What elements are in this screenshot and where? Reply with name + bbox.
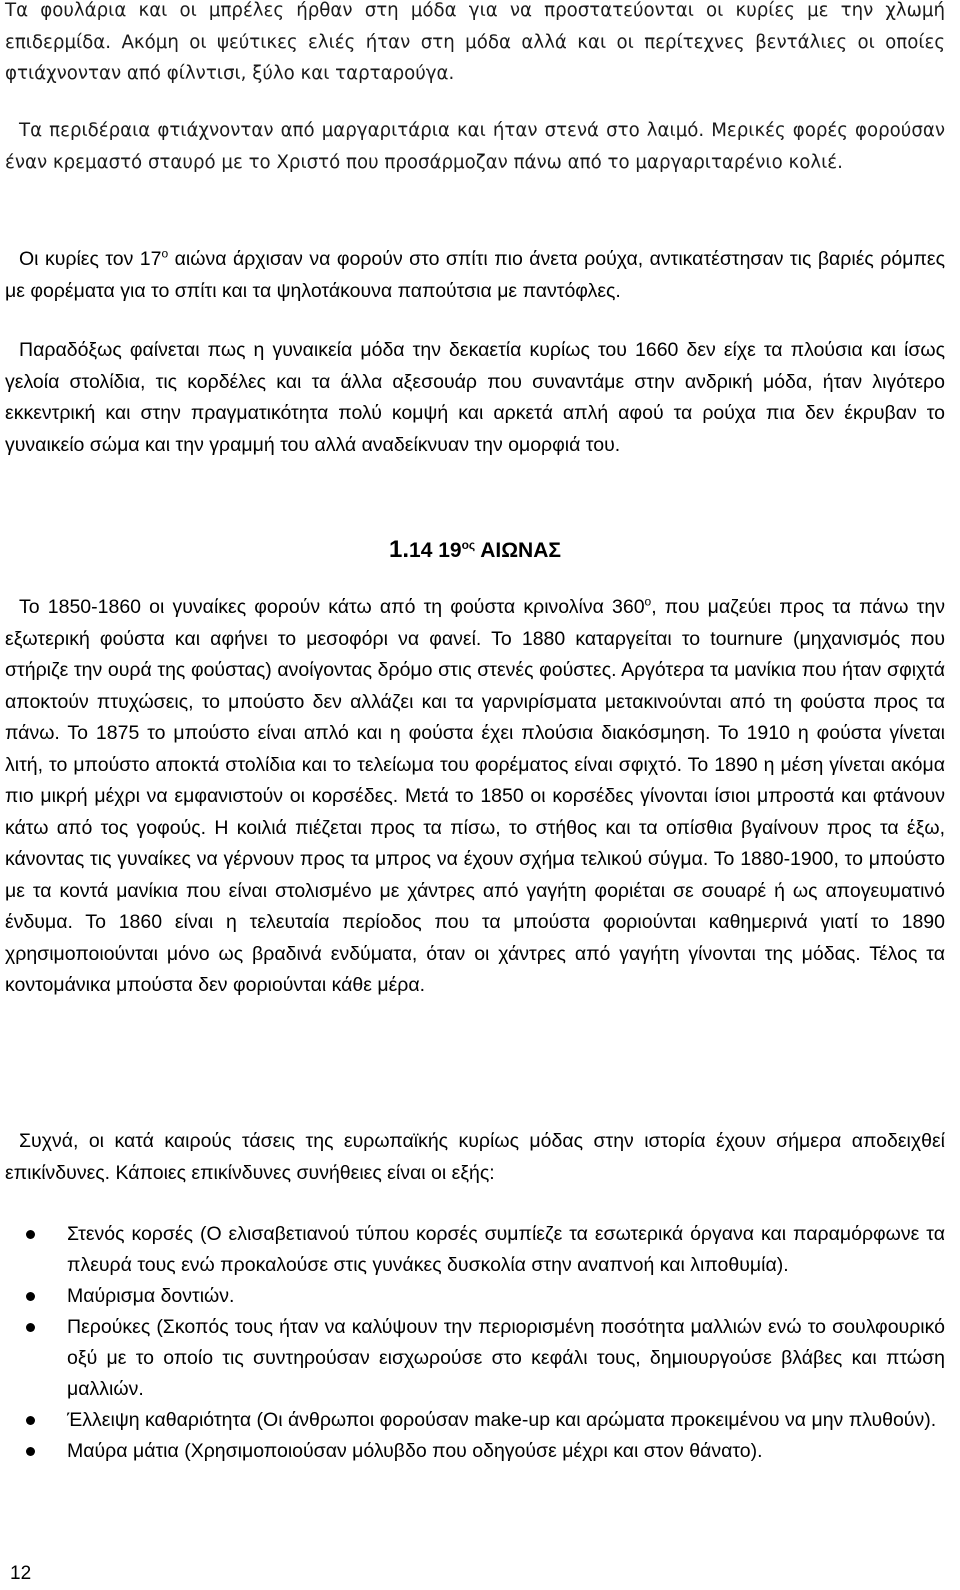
text-segment: Το 1850-1860 οι γυναίκες φορούν κάτω από τη φούστα κρινολίνα 360 [19, 596, 645, 618]
bullet-icon [26, 1447, 35, 1456]
page-number: 12 [10, 1563, 32, 1584]
heading-number: 1. [389, 536, 410, 563]
list-item-text: Στενός κορσές (Ο ελισαβετιανού τύπου κορσές συμπίεζε τα εσωτερικά όργανα και παραμόρφωνε τα πλευρά τους ενώ προκαλούσε στις γυνάκες δυσκολία στην αναπνοή και λιποθυμία). [67, 1223, 945, 1276]
text-segment: , που μαζεύει προς τα πάνω την εξωτερική φούστα και αφήνει το μεσοφόρι να φανεί. Το 1880 καταργείται το tournure (μηχανισμός που στήριζε την ουρά της φούστας) ανοίγοντας δρόμο στις στενές φούστες. Αργότερα τα μανίκια που ήταν σφιχτά αποκτούν πτυχώσεις, το μπούστο δεν αλλάζει και τα γαρνιρίσματα μετακινούνται από τη φούστα προς τα πάνω. Το 1875 το μπούστο είναι απλό και η φούστα έχει πλούσια διακόσμηση. Το 1910 η φούστα γίνεται λιτή, το μπούστο αποκτά στολίδια και το τελείωμα του φορέματος είναι σφιχτό. Το 1890 η μέση γίνεται ακόμα πιο μικρή μέχρι να εμφανιστούν οι κορσέδες. Μετά το 1850 οι κορσέδες γίνονται ίσιοι μπροστά και φτάνουν κάτω από τος γοφούς. Η κοιλιά πιέζεται προς τα πίσω, το στήθος και τα οπίσθια βγαίνουν προς τα έξω, κάνοντας τις γυναίκες να γέρνουν προς τα μπρος να έχουν σχήμα τελικού σύγμα. Το 1880-1900, το μπούστο με τα κοντά μανίκια που είναι στολισμένο με χάντρες από γαγήτη φοριέται σε σουαρέ ή ως απογευματινό ένδυμα. Το 1860 είναι η τελευταία περίοδος που τα μπούστα φοριούνται καθημερινά γιατί το 1890 χρησιμοποιούνται μόνο ως βραδινά ενδύματα, όταν οι χάντρες από γαγήτη γίνονται της μόδας. Τέλος τα κοντομάνικα μπούστα δεν φοριούνται κάθε μέρα. [5, 596, 945, 996]
paragraph-19th-century [5, 592, 945, 1002]
list-item-text: Έλλειψη καθαριότητα (Οι άνθρωποι φορούσαν make-up και αρώματα προκειμένου να μην πλυθούν). [67, 1409, 937, 1431]
bullet-icon [26, 1416, 35, 1425]
paragraph-necklaces: Τα περιδέραια φτιάχνονταν από μαργαριτάρια και ήταν στενά στο λαιμό. Μερικές φορές φορούσαν έναν κρεμαστό σταυρό με το Χριστό που προσάρμοζαν πάνω από το μαργαριταρένιο κολιέ. [5, 120, 945, 173]
list-item-text: Μαύρα μάτια (Χρησιμοποιούσαν μόλυβδο που οδηγούσε μέχρι και στον θάνατο). [67, 1440, 763, 1462]
list-item [5, 1219, 945, 1281]
paragraph-1660s-fashion: Παραδόξως φαίνεται πως η γυναικεία μόδα την δεκαετία κυρίως του 1660 δεν είχε τα πλούσια και ίσως γελοία στολίδια, τις κορδέλες και τα άλλα αξεσουάρ που συναντάμε στην ανδρική μόδα, ήταν λιγότερο εκκεντρική και στην πραγματικότητα πολύ κομψή και αρκετά απλή αφού τα ρούχα πια δεν έκρυβαν το γυναικείο σώμα και την γραμμή του αλλά αναδείκνυαν την ομορφιά του. [5, 339, 945, 456]
section-heading [5, 535, 945, 566]
dangerous-habits-list [5, 1219, 945, 1467]
bullet-icon [26, 1292, 35, 1301]
text-segment: Οι κυρίες τον 17 [19, 248, 162, 270]
text-segment: αιώνα άρχισαν να φορούν στο σπίτι πιο άνετα ρούχα, αντικατέστησαν τις βαριές ρόμπες με φορέματα για το σπίτι και τα ψηλοτάκουνα παπούτσια με παντόφλες. [5, 248, 945, 302]
list-item [5, 1312, 945, 1405]
list-item [5, 1436, 945, 1467]
paragraph-dangerous-trends: Συχνά, οι κατά καιρούς τάσεις της ευρωπαϊκής κυρίως μόδας στην ιστορία έχουν σήμερα αποδειχθεί επικίνδυνες. Κάποιες επικίνδυνες συνήθειες είναι οι εξής: [5, 1130, 945, 1184]
superscript-ordinal: ο [161, 246, 169, 261]
list-item-text: Περούκες (Σκοπός τους ήταν να καλύψουν την περιορισμένη ποσότητα μαλλιών ενώ το σουλφουρικό οξύ με το οποίο τις συντηρούσαν εισχωρούσε στο κεφάλι τους, δημιουργούσε βλάβες και πτώση μαλλιών. [67, 1316, 945, 1400]
heading-title: ΑΙΩΝΑΣ [475, 539, 561, 562]
heading-superscript: ος [461, 538, 476, 552]
list-item [5, 1405, 945, 1436]
list-item-text: Μαύρισμα δοντιών. [67, 1285, 235, 1307]
superscript-degree: ο [644, 594, 652, 609]
paragraph-17th-century-home [5, 244, 945, 307]
bullet-icon [26, 1323, 35, 1332]
list-item [5, 1281, 945, 1312]
paragraph-accessories: Τα φουλάρια και οι μπρέλες ήρθαν στη μόδα για να προστατεύονται οι κυρίες με την χλωμή επιδερμίδα. Ακόμη οι ψεύτικες ελιές ήταν στη μόδα αλλά και οι περίτεχνες βεντάλιες οι οποίες φτιάχνονταν από φίλντισι, ξύλο και ταρταρούγα. [5, 0, 945, 84]
bullet-icon [26, 1230, 35, 1239]
heading-number-rest: 14 19 [409, 539, 462, 562]
